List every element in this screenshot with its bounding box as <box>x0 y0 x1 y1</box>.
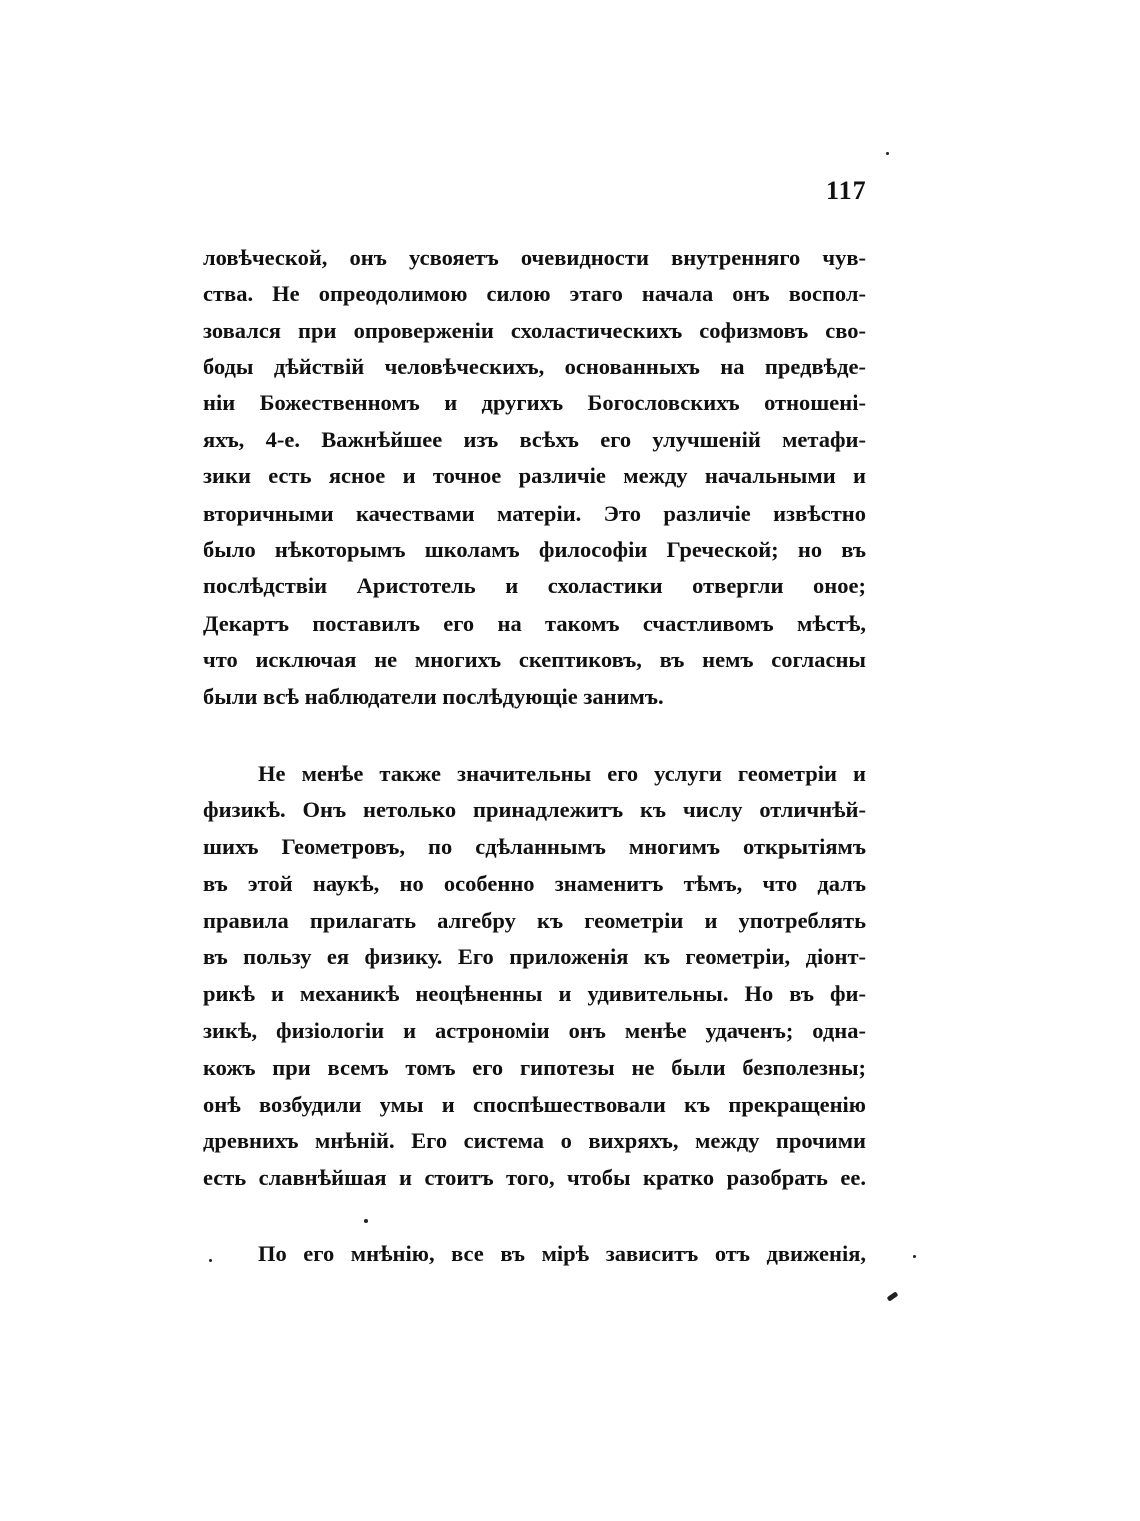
scan-speck <box>913 1255 916 1258</box>
text-line: физикѣ. Онъ нетолько принадлежитъ къ числу отличнѣй- <box>203 797 866 822</box>
text-line: древнихъ мнѣній. Его система о вихряхъ, между прочими <box>203 1128 866 1153</box>
text-line: зикѣ, физіологіи и астрономіи онъ менѣе удаченъ; одна- <box>203 1018 866 1043</box>
scan-speck <box>886 152 889 155</box>
text-line: По его мнѣнію, все въ мірѣ зависитъ отъ движенія, <box>258 1241 866 1266</box>
text-line: правила прилагать алгебру къ геометріи и употреблять <box>203 908 866 933</box>
text-line: Не менѣе также значительны его услуги геометріи и <box>258 761 866 786</box>
text-line: ніи Божественномъ и другихъ Богословскихъ отношені- <box>203 390 866 415</box>
text-line: шихъ Геометровъ, по сдѣланнымъ многимъ открытіямъ <box>203 834 866 859</box>
text-line: въ этой наукѣ, но особенно знаменитъ тѣмъ, что далъ <box>203 871 866 896</box>
text-line: зики есть ясное и точное различіе между начальными и <box>203 463 866 488</box>
text-line: кожъ при всемъ томъ его гипотезы не были безполезны; <box>203 1055 866 1080</box>
text-line: есть славнѣйшая и стоитъ того, чтобы кратко разобрать ее. <box>203 1165 866 1190</box>
text-line: было нѣкоторымъ школамъ философіи Греческой; но въ <box>203 537 866 562</box>
text-line: Декартъ поставилъ его на такомъ счастливомъ мѣстѣ, <box>203 611 866 636</box>
text-line: онѣ возбудили умы и споспѣшествовали къ прекращенію <box>203 1092 866 1117</box>
text-line: въ пользу ея физику. Его приложенія къ геометріи, діонт- <box>203 944 866 969</box>
text-line: послѣдствіи Аристотель и схоластики отвергли оное; <box>203 573 866 598</box>
scan-speck <box>209 1259 212 1262</box>
text-line: ловѣческой, онъ усвояетъ очевидности внутренняго чув- <box>203 245 866 270</box>
text-line: что исключая не многихъ скептиковъ, въ немъ согласны <box>203 647 866 672</box>
text-line: ства. Не опреодолимою силою этаго начала онъ воспол- <box>203 281 866 306</box>
text-line: вторичными качествами матеріи. Это различіе извѣстно <box>203 501 866 526</box>
text-line: были всѣ наблюдатели послѣдующіе занимъ. <box>203 684 664 709</box>
scan-speck <box>364 1219 368 1223</box>
text-line: яхъ, 4-е. Важнѣйшее изъ всѣхъ его улучшеній метафи- <box>203 427 866 452</box>
scan-speck <box>887 1291 899 1301</box>
text-line: рикѣ и механикѣ неоцѣненны и удивительны. Но въ фи- <box>203 981 866 1006</box>
page-number: 117 <box>826 176 867 205</box>
text-line: зовался при опроверженіи схоластическихъ софизмовъ сво- <box>203 318 866 343</box>
text-line: боды дѣйствій человѣческихъ, основанныхъ на предвѣде- <box>203 354 866 379</box>
